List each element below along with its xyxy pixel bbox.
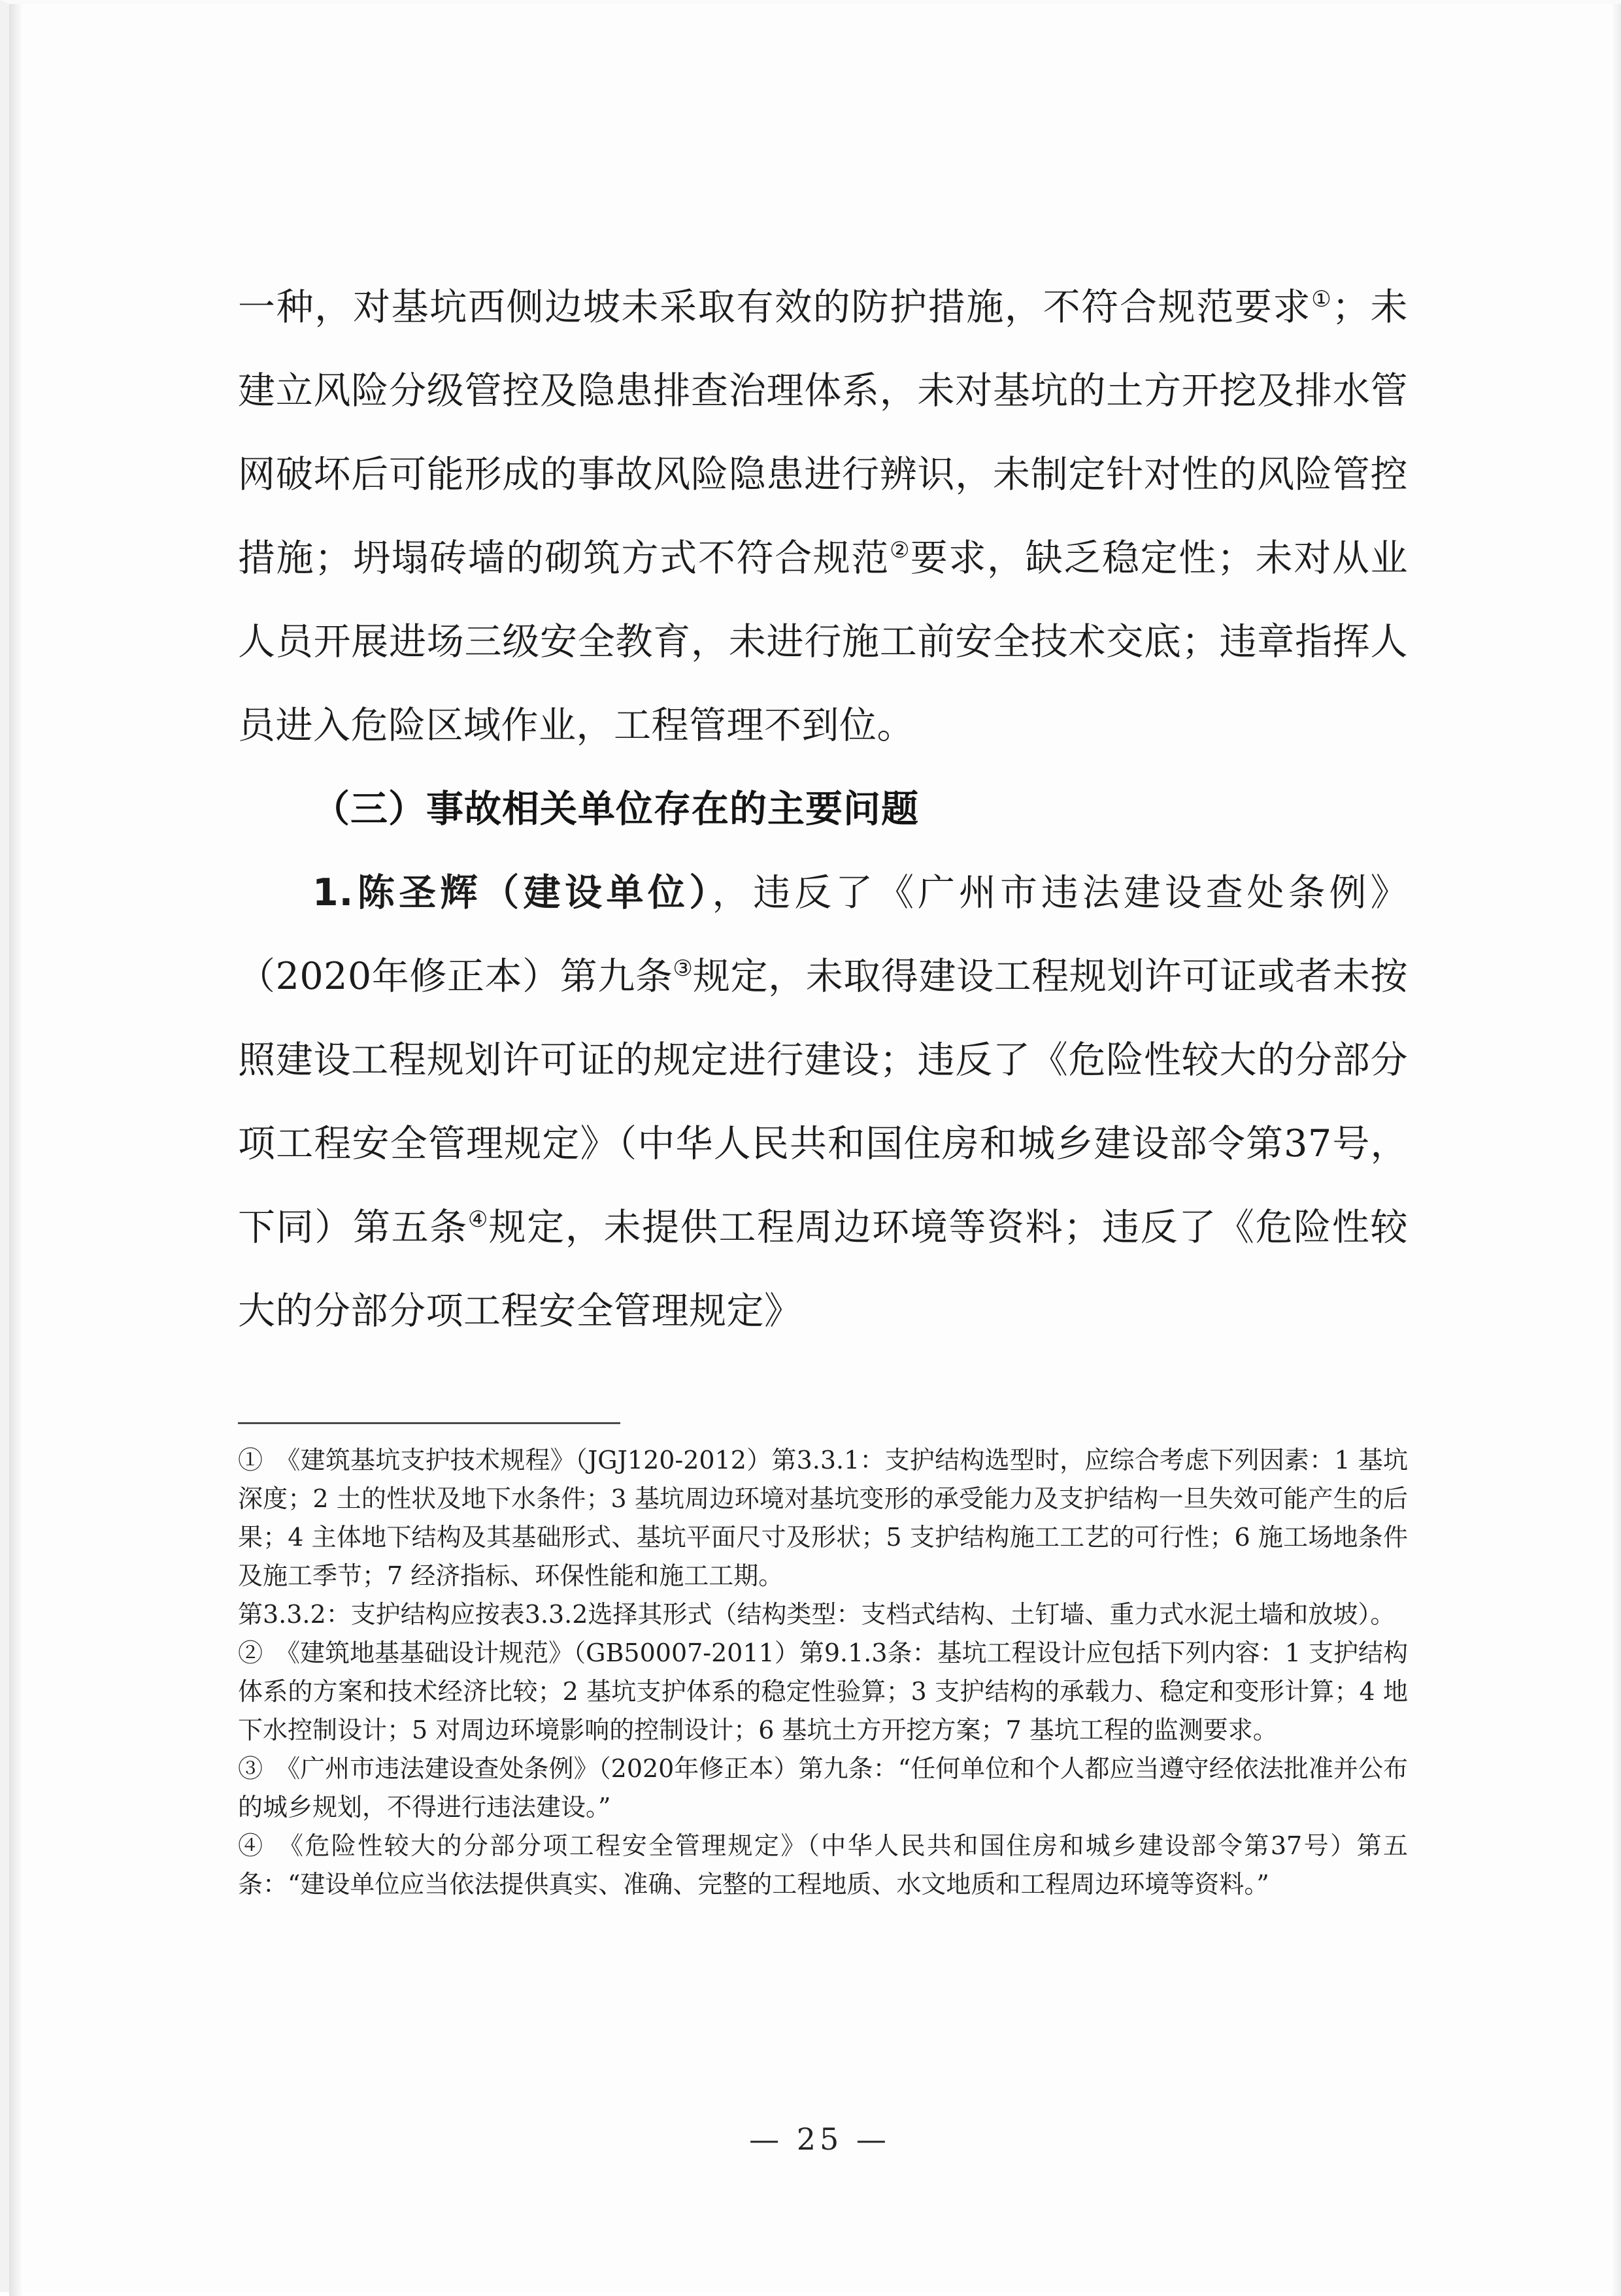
footnote-item	[238, 1595, 1408, 1634]
section-heading: （三）事故相关单位存在的主要问题	[312, 788, 919, 831]
footnote-text: 《危险性较大的分部分项工程安全管理规定》（中华人民共和国住房和城乡建设部令第37号）第五条：“建设单位应当依法提供真实、准确、完整的工程地质、水文地质和工程周边环境等资料。”	[238, 1831, 1408, 1899]
text-run: ；未建立风险分级管控及隐患排查治理体系，未对基坑的土方开挖及排水管网破坏后可能形成的事故风险隐患进行辨识，未制定针对性的风险管控措施；坍塌砖墙的砌筑方式不符合规范	[238, 286, 1409, 580]
footnote-item	[238, 1827, 1408, 1904]
footnote-area	[238, 1422, 1408, 1904]
footnote-marker: ①	[238, 1446, 263, 1474]
paragraph-continuation	[238, 265, 1408, 767]
page-body-content	[238, 265, 1408, 1353]
text-run: 规定，未取得建设工程规划许可证或者未按照建设工程规划许可证的规定进行建设；违反了《危险性较大的分部分项工程安全管理规定》（中华人民共和国住房和城乡建设部令第37号，下同）第五条	[238, 955, 1409, 1249]
footnote-text: 第3.3.2：支护结构应按表3.3.2选择其形式（结构类型：支档式结构、土钉墙、重力式水泥土墙和放坡）。	[238, 1600, 1395, 1629]
footnote-marker: ②	[238, 1639, 263, 1667]
footnote-separator-rule	[238, 1422, 620, 1424]
emphasised-text: 1.陈圣辉（建设单位）	[312, 871, 712, 914]
footnote-list	[238, 1441, 1408, 1904]
footnote-reference-marker: ④	[467, 1206, 489, 1233]
footnote-reference-marker: ②	[890, 537, 911, 563]
text-run: 要求，缺乏稳定性；未对从业人员开展进场三级安全教育，未进行施工前安全技术交底；违章指挥人员进入危险区域作业，工程管理不到位。	[238, 537, 1409, 747]
footnote-text: 《建筑地基基础设计规范》（GB50007-2011）第9.1.3条：基坑工程设计应包括下列内容：1 支护结构体系的方案和技术经济比较；2 基坑支护体系的稳定性验算；3 支护结构的承载力、稳定和变形计算；4 地下水控制设计；5 对周边环境影响的控制设计；6 基坑土方开挖方案；7 基坑工程的监测要求。	[238, 1639, 1408, 1744]
paragraph-item-1	[238, 851, 1408, 1353]
text-run: ，违反了《广州市违法建设查处条例》（2020年修正本）第九条	[238, 871, 1408, 998]
footnote-item	[238, 1750, 1408, 1827]
footnote-text: 《广州市违法建设查处条例》（2020年修正本）第九条：“任何单位和个人都应当遵守经依法批准并公布的城乡规划，不得进行违法建设。”	[238, 1754, 1408, 1822]
footnote-item	[238, 1634, 1408, 1750]
footnote-reference-marker: ③	[673, 956, 693, 982]
footnote-reference-marker: ①	[1311, 286, 1332, 312]
page-number: — 25 —	[749, 2121, 890, 2157]
footnote-item	[238, 1441, 1408, 1595]
footnote-text: 《建筑基坑支护技术规程》（JGJ120-2012）第3.3.1：支护结构选型时，应综合考虑下列因素：1 基坑深度；2 土的性状及地下水条件；3 基坑周边环境对基坑变形的承受能力及支护结构一旦失效可能产生的后果；4 主体地下结构及其基础形式、基坑平面尺寸及形状；5 支护结构施工工艺的可行性；6 施工场地条件及施工季节；7 经济指标、环保性能和施工工期。	[238, 1446, 1408, 1590]
text-run: 规定，未提供工程周边环境等资料；违反了《危险性较大的分部分项工程安全管理规定》	[238, 1206, 1409, 1333]
footnote-marker: ④	[238, 1831, 265, 1860]
text-run: 一种，对基坑西侧边坡未采取有效的防护措施，不符合规范要求	[238, 286, 1312, 329]
main-text-block	[238, 265, 1408, 1353]
footnote-marker: ③	[238, 1754, 263, 1783]
